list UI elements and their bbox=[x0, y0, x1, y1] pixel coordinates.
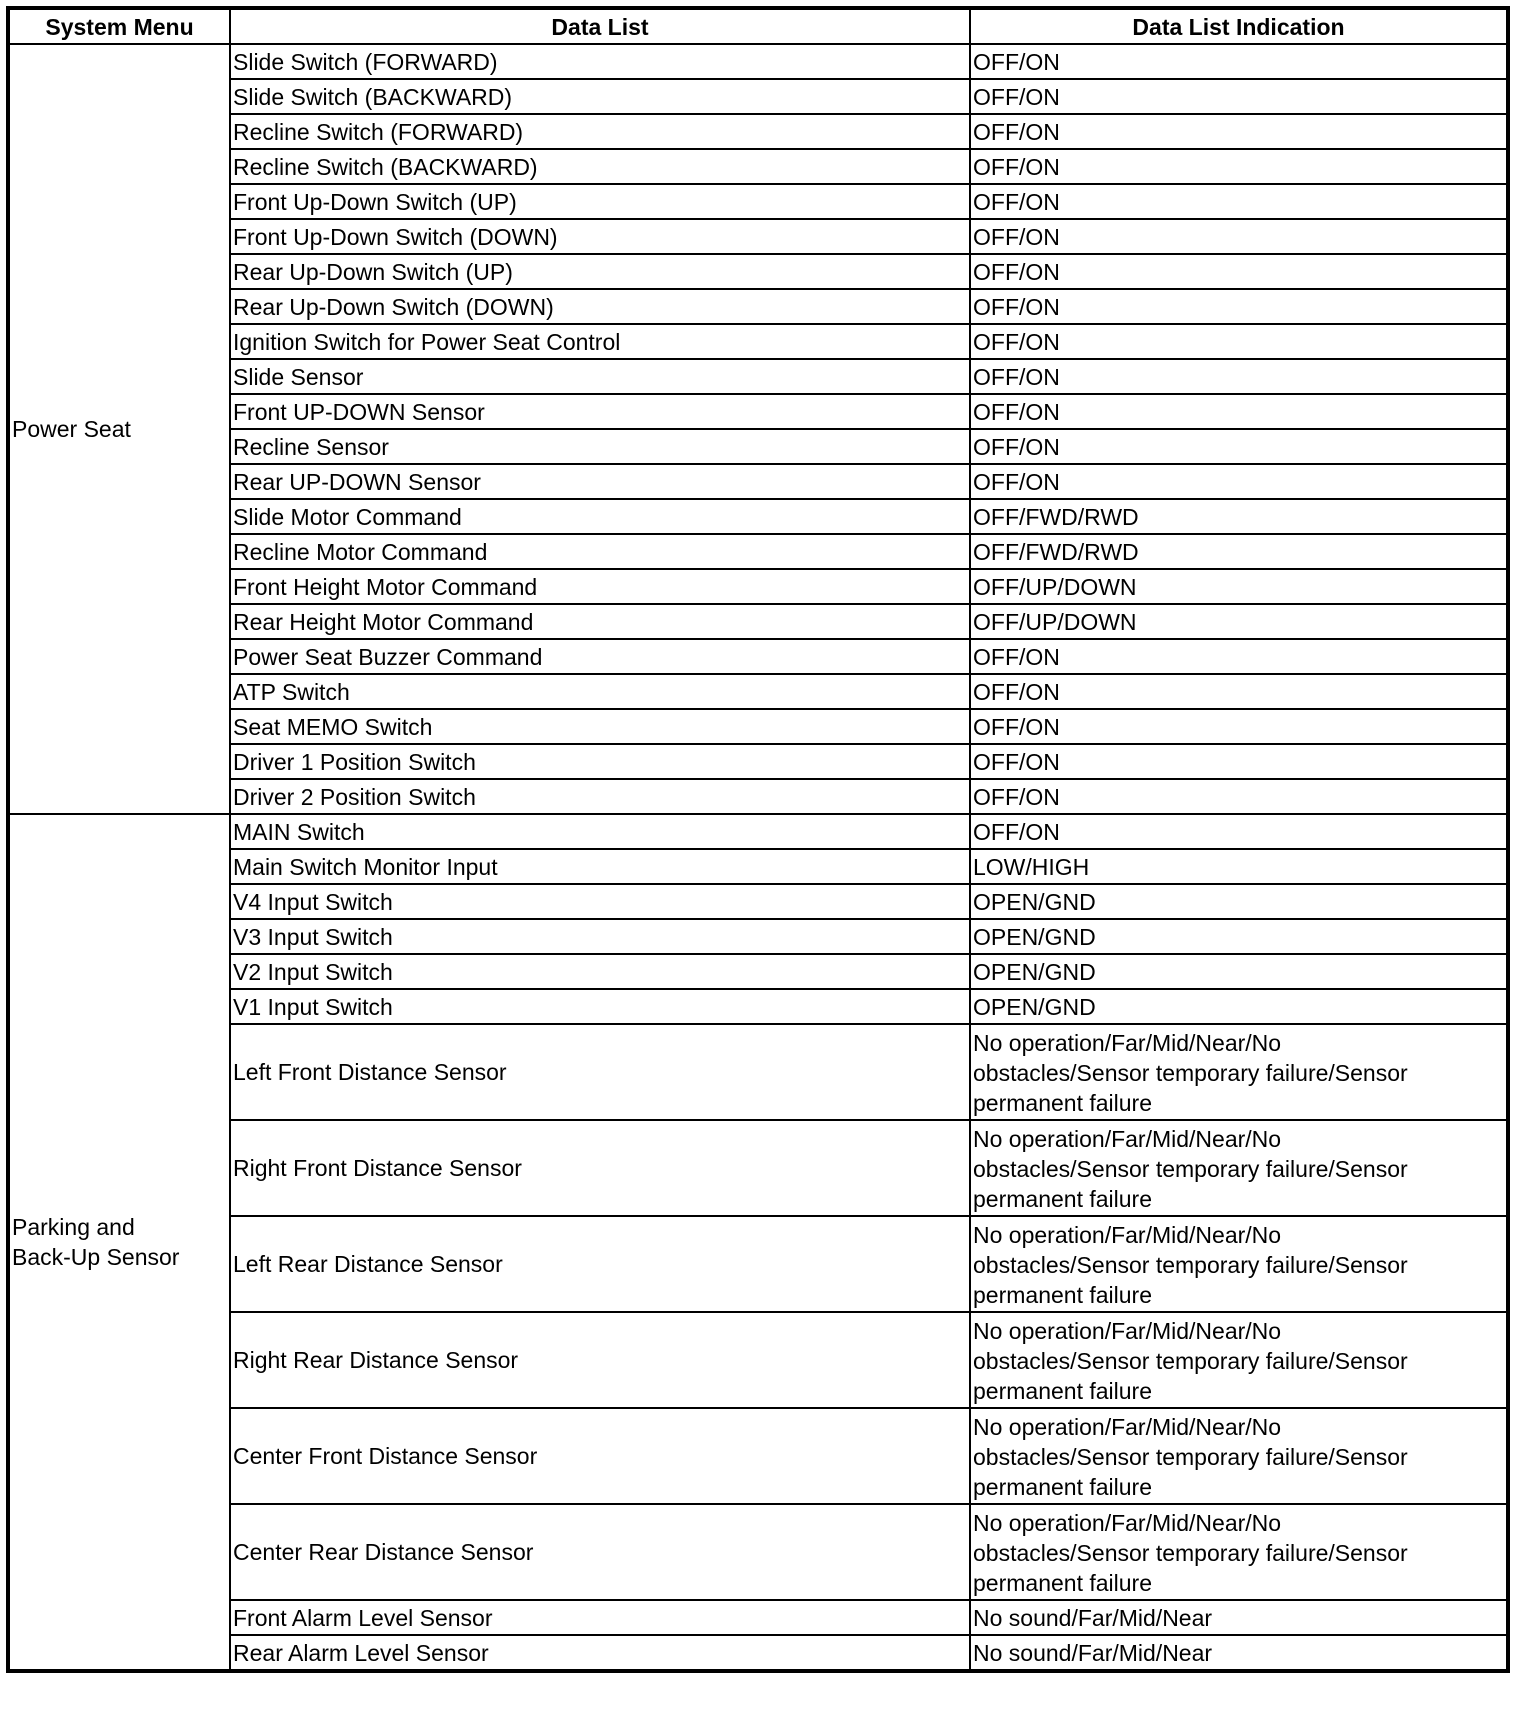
table-row bbox=[8, 149, 1508, 184]
data-list-item: Front Up-Down Switch (DOWN) bbox=[230, 219, 970, 254]
data-list-item: Left Rear Distance Sensor bbox=[230, 1216, 970, 1312]
header-row bbox=[8, 8, 1508, 44]
indication-line: No operation/Far/Mid/Near/No bbox=[973, 1221, 1282, 1248]
data-list-item: Left Front Distance Sensor bbox=[230, 1024, 970, 1120]
data-list-item: Front Height Motor Command bbox=[230, 569, 970, 604]
table-row bbox=[8, 1408, 1508, 1504]
header-data-list: Data List bbox=[230, 8, 970, 44]
data-list-indication: No sound/Far/Mid/Near bbox=[970, 1635, 1508, 1671]
data-list-item: V3 Input Switch bbox=[230, 919, 970, 954]
table-row bbox=[8, 639, 1508, 674]
table-row bbox=[8, 849, 1508, 884]
header-data-list-indication: Data List Indication bbox=[970, 8, 1508, 44]
table-row bbox=[8, 1120, 1508, 1216]
table-row bbox=[8, 1635, 1508, 1671]
data-list-indication: OFF/ON bbox=[970, 114, 1508, 149]
table-row bbox=[8, 44, 1508, 79]
data-list-indication: OFF/UP/DOWN bbox=[970, 569, 1508, 604]
data-list-indication: OFF/ON bbox=[970, 744, 1508, 779]
data-list-indication: OFF/FWD/RWD bbox=[970, 534, 1508, 569]
data-list-item: Power Seat Buzzer Command bbox=[230, 639, 970, 674]
table-row bbox=[8, 324, 1508, 359]
indication-line: obstacles/Sensor temporary failure/Sensor bbox=[973, 1059, 1408, 1086]
table-row bbox=[8, 989, 1508, 1024]
data-list-item: Seat MEMO Switch bbox=[230, 709, 970, 744]
data-list-item: Right Front Distance Sensor bbox=[230, 1120, 970, 1216]
data-list-item: Driver 2 Position Switch bbox=[230, 779, 970, 814]
data-list-indication: OFF/ON bbox=[970, 359, 1508, 394]
data-list-table bbox=[6, 6, 1510, 1673]
data-list-item: Right Rear Distance Sensor bbox=[230, 1312, 970, 1408]
indication-line: No operation/Far/Mid/Near/No bbox=[973, 1413, 1282, 1440]
table-row bbox=[8, 884, 1508, 919]
indication-line: obstacles/Sensor temporary failure/Sensor bbox=[973, 1539, 1408, 1566]
data-list-indication: OFF/ON bbox=[970, 814, 1508, 849]
data-list-indication: OFF/UP/DOWN bbox=[970, 604, 1508, 639]
data-list-item: Front UP-DOWN Sensor bbox=[230, 394, 970, 429]
table-row bbox=[8, 79, 1508, 114]
data-list-indication: OFF/ON bbox=[970, 429, 1508, 464]
table-row bbox=[8, 499, 1508, 534]
table-row bbox=[8, 254, 1508, 289]
group-label-line: Parking and bbox=[12, 1214, 135, 1240]
indication-line: permanent failure bbox=[973, 1569, 1152, 1596]
indication-line: permanent failure bbox=[973, 1377, 1152, 1404]
data-list-indication bbox=[970, 1024, 1508, 1120]
table-row bbox=[8, 919, 1508, 954]
data-list-item: Slide Switch (FORWARD) bbox=[230, 44, 970, 79]
data-list-item: Front Alarm Level Sensor bbox=[230, 1600, 970, 1635]
data-list-indication: OFF/ON bbox=[970, 184, 1508, 219]
data-list-indication bbox=[970, 1408, 1508, 1504]
data-list-indication: OFF/ON bbox=[970, 464, 1508, 499]
data-list-item: V4 Input Switch bbox=[230, 884, 970, 919]
data-list-indication: OFF/ON bbox=[970, 289, 1508, 324]
data-list-item: MAIN Switch bbox=[230, 814, 970, 849]
data-list-item: Rear Up-Down Switch (DOWN) bbox=[230, 289, 970, 324]
data-list-item: Recline Switch (BACKWARD) bbox=[230, 149, 970, 184]
table-row bbox=[8, 114, 1508, 149]
indication-line: permanent failure bbox=[973, 1185, 1152, 1212]
data-list-indication: OFF/ON bbox=[970, 219, 1508, 254]
table-row bbox=[8, 464, 1508, 499]
data-list-item: Ignition Switch for Power Seat Control bbox=[230, 324, 970, 359]
table-row bbox=[8, 709, 1508, 744]
data-list-indication: OPEN/GND bbox=[970, 884, 1508, 919]
data-list-item: Slide Motor Command bbox=[230, 499, 970, 534]
data-list-indication: OPEN/GND bbox=[970, 919, 1508, 954]
indication-line: No operation/Far/Mid/Near/No bbox=[973, 1509, 1282, 1536]
indication-line: permanent failure bbox=[973, 1089, 1152, 1116]
data-list-item: Center Rear Distance Sensor bbox=[230, 1504, 970, 1600]
data-list-indication: No sound/Far/Mid/Near bbox=[970, 1600, 1508, 1635]
table-row bbox=[8, 604, 1508, 639]
data-list-item: Rear UP-DOWN Sensor bbox=[230, 464, 970, 499]
table-row bbox=[8, 184, 1508, 219]
table-row bbox=[8, 1504, 1508, 1600]
table-row bbox=[8, 1312, 1508, 1408]
data-list-indication: OFF/ON bbox=[970, 79, 1508, 114]
indication-line: No operation/Far/Mid/Near/No bbox=[973, 1317, 1282, 1344]
data-list-indication: OPEN/GND bbox=[970, 989, 1508, 1024]
group-label-power-seat: Power Seat bbox=[8, 44, 230, 814]
data-list-indication: OFF/ON bbox=[970, 639, 1508, 674]
data-list-item: Recline Motor Command bbox=[230, 534, 970, 569]
indication-line: permanent failure bbox=[973, 1473, 1152, 1500]
data-list-indication bbox=[970, 1120, 1508, 1216]
table-row bbox=[8, 779, 1508, 814]
data-list-indication bbox=[970, 1504, 1508, 1600]
data-list-indication: OFF/ON bbox=[970, 324, 1508, 359]
data-list-item: Recline Switch (FORWARD) bbox=[230, 114, 970, 149]
data-list-indication: OFF/ON bbox=[970, 394, 1508, 429]
table-row bbox=[8, 359, 1508, 394]
table-row bbox=[8, 569, 1508, 604]
indication-line: No operation/Far/Mid/Near/No bbox=[973, 1029, 1282, 1056]
data-list-item: Rear Up-Down Switch (UP) bbox=[230, 254, 970, 289]
data-list-indication: OFF/ON bbox=[970, 149, 1508, 184]
data-list-item: ATP Switch bbox=[230, 674, 970, 709]
indication-line: obstacles/Sensor temporary failure/Sensor bbox=[973, 1251, 1408, 1278]
data-list-indication: OFF/ON bbox=[970, 779, 1508, 814]
data-list-item: Center Front Distance Sensor bbox=[230, 1408, 970, 1504]
data-list-item: Slide Switch (BACKWARD) bbox=[230, 79, 970, 114]
table-row bbox=[8, 1024, 1508, 1120]
indication-line: No operation/Far/Mid/Near/No bbox=[973, 1125, 1282, 1152]
group-label-line: Back-Up Sensor bbox=[12, 1244, 180, 1270]
data-list-item: Rear Alarm Level Sensor bbox=[230, 1635, 970, 1671]
data-list-indication: OFF/ON bbox=[970, 674, 1508, 709]
data-list-item: Main Switch Monitor Input bbox=[230, 849, 970, 884]
data-list-item: Front Up-Down Switch (UP) bbox=[230, 184, 970, 219]
table-row bbox=[8, 1600, 1508, 1635]
data-list-indication: OFF/ON bbox=[970, 44, 1508, 79]
data-list-item: V2 Input Switch bbox=[230, 954, 970, 989]
table-row bbox=[8, 1216, 1508, 1312]
data-list-indication: OFF/FWD/RWD bbox=[970, 499, 1508, 534]
data-list-item: Slide Sensor bbox=[230, 359, 970, 394]
header-system-menu: System Menu bbox=[8, 8, 230, 44]
indication-line: obstacles/Sensor temporary failure/Sensor bbox=[973, 1443, 1408, 1470]
data-list-item: Rear Height Motor Command bbox=[230, 604, 970, 639]
data-list-indication bbox=[970, 1216, 1508, 1312]
data-list-indication bbox=[970, 1312, 1508, 1408]
data-list-item: Driver 1 Position Switch bbox=[230, 744, 970, 779]
data-list-indication: OFF/ON bbox=[970, 709, 1508, 744]
indication-line: obstacles/Sensor temporary failure/Sensor bbox=[973, 1155, 1408, 1182]
table-row bbox=[8, 394, 1508, 429]
data-list-item: Recline Sensor bbox=[230, 429, 970, 464]
indication-line: obstacles/Sensor temporary failure/Sensor bbox=[973, 1347, 1408, 1374]
data-list-item: V1 Input Switch bbox=[230, 989, 970, 1024]
group-label-parking-backup-sensor bbox=[8, 814, 230, 1671]
data-list-indication: LOW/HIGH bbox=[970, 849, 1508, 884]
indication-line: permanent failure bbox=[973, 1281, 1152, 1308]
table-row bbox=[8, 814, 1508, 849]
table-row bbox=[8, 289, 1508, 324]
data-list-indication: OFF/ON bbox=[970, 254, 1508, 289]
table-row bbox=[8, 534, 1508, 569]
table-row bbox=[8, 674, 1508, 709]
table-row bbox=[8, 744, 1508, 779]
table-row bbox=[8, 429, 1508, 464]
data-list-indication: OPEN/GND bbox=[970, 954, 1508, 989]
table-row bbox=[8, 954, 1508, 989]
table-row bbox=[8, 219, 1508, 254]
